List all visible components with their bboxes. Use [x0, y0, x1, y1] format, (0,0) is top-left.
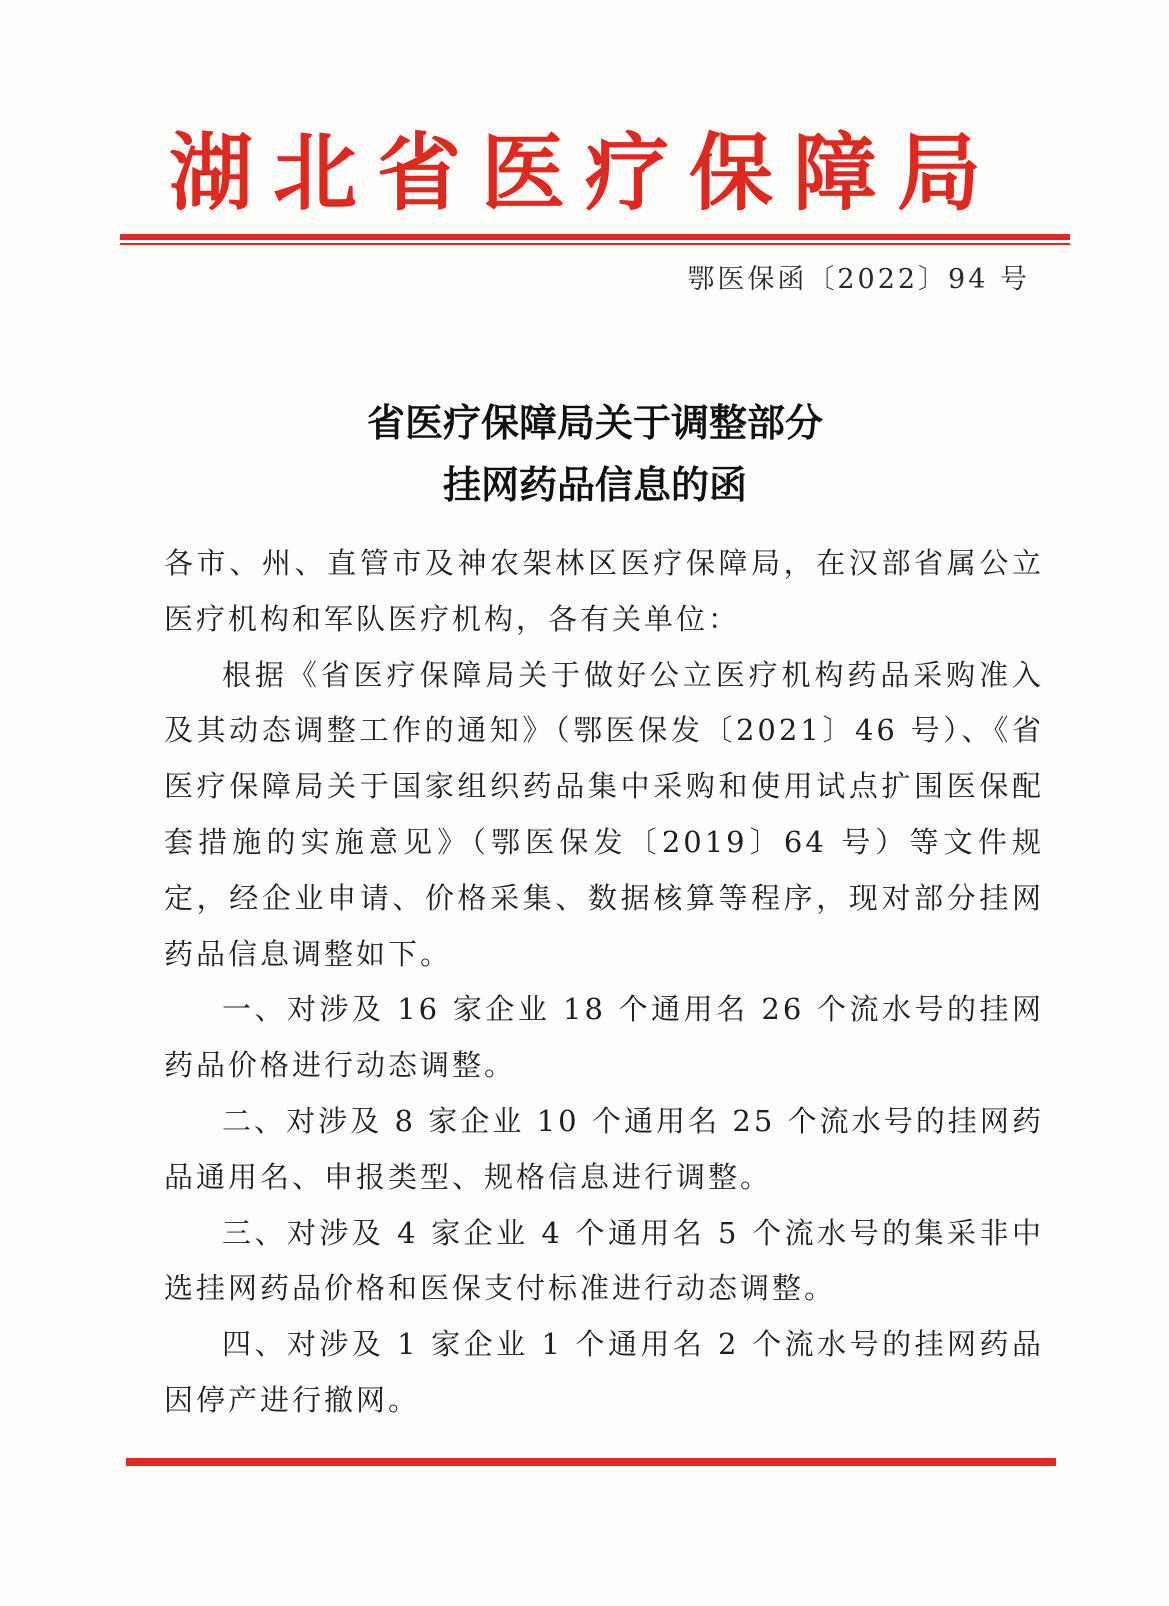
- item-1-paragraph: 一、对涉及 16 家企业 18 个通用名 26 个流水号的挂网药品价格进行动态调整。: [164, 992, 1044, 1083]
- item-4-paragraph: 四、对涉及 1 家企业 1 个通用名 2 个流水号的挂网药品因停产进行撤网。: [164, 1327, 1044, 1417]
- document-title-line1: 省医疗保障局关于调整部分: [366, 401, 823, 445]
- salutation-paragraph: 各市、州、直管市及神农架林区医疗保障局，在汉部省属公立医疗机构和军队医疗机构，各有关单位：: [164, 546, 1044, 636]
- item-2-paragraph: 二、对涉及 8 家企业 10 个通用名 25 个流水号的挂网药品通用名、申报类型、规格信息进行调整。: [164, 1103, 1044, 1194]
- letterhead-red-rule-thin: [120, 243, 1070, 245]
- document-title: [120, 392, 1070, 522]
- footer-red-rule: [126, 1458, 1056, 1466]
- intro-paragraph: 根据《省医疗保障局关于做好公立医疗机构药品采购准入及其动态调整工作的通知》（鄂医保发〔2021〕46 号）、《省医疗保障局关于国家组织药品集中采购和使用试点扩围医保配套措施的实施意见》（鄂医保发〔2019〕64 号）等文件规定，经企业申请、价格采集、数据核算等程序，现对部分挂网药品信息调整如下。: [164, 657, 1044, 971]
- document-number: 鄂医保函〔2022〕94 号: [687, 264, 1030, 295]
- document-body: [164, 536, 1044, 1436]
- agency-letterhead-title: 湖北省医疗保障局: [168, 124, 1001, 222]
- document-title-line2: 挂网药品信息的函: [442, 463, 747, 507]
- item-3-paragraph: 三、对涉及 4 家企业 4 个通用名 5 个流水号的集采非中选挂网药品价格和医保支付标准进行动态调整。: [164, 1215, 1044, 1306]
- letterhead-red-rule-thick: [120, 234, 1070, 240]
